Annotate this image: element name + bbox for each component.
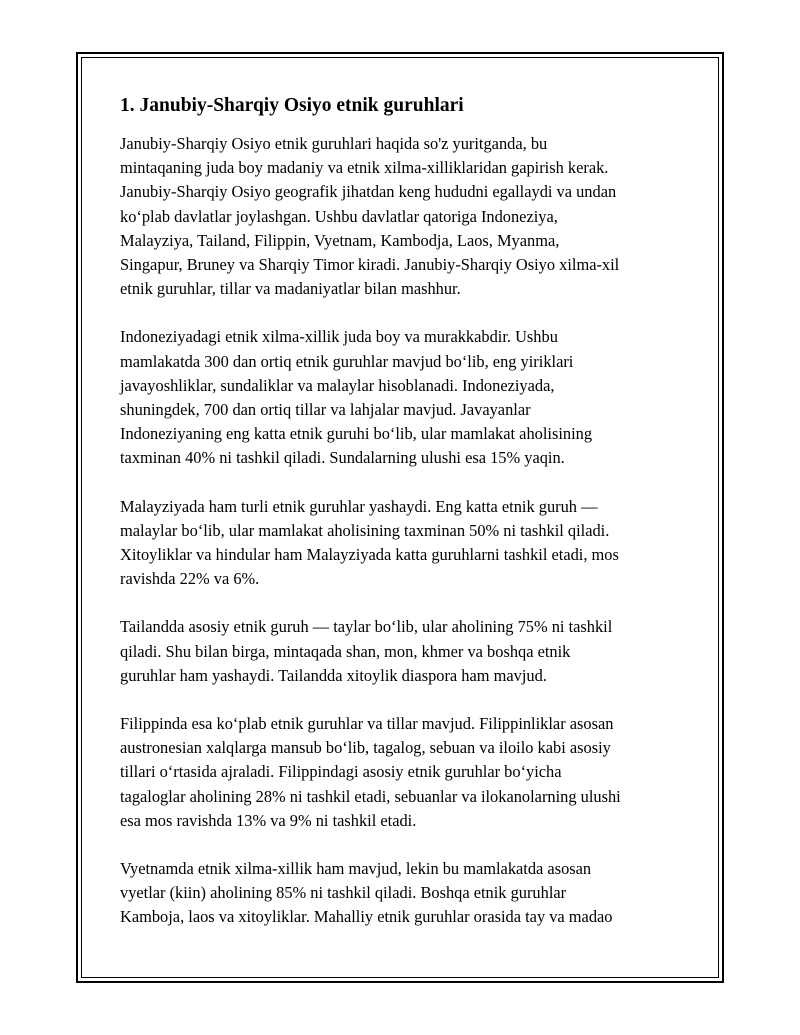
text-line: etnik guruhlar, tillar va madaniyatlar bilan mashhur. (120, 279, 461, 299)
page-border-outer (76, 52, 724, 983)
paragraph (120, 325, 685, 470)
text-line: tagaloglar aholining 28% ni tashkil etadi, sebuanlar va ilokanolarning ulushi (120, 786, 621, 806)
text-line: Indoneziyadagi etnik xilma-xillik juda boy va murakkabdir. Ushbu (120, 327, 558, 347)
text-line: Filippinda esa koʻplab etnik guruhlar va tillar mavjud. Filippinliklar asosan (120, 714, 614, 734)
text-line: Tailandda asosiy etnik guruh — taylar boʻlib, ular aholining 75% ni tashkil (120, 617, 613, 637)
text-line: Janubiy-Sharqiy Osiyo geografik jihatdan keng hududni egallaydi va undan (120, 182, 617, 202)
text-line: malaylar boʻlib, ular mamlakat aholisining taxminan 50% ni tashkil qiladi. (120, 520, 610, 540)
text-line: javayoshliklar, sundaliklar va malaylar hisoblanadi. Indoneziyada, (120, 375, 555, 395)
paragraph (120, 495, 685, 592)
text-line: guruhlar ham yashaydi. Tailandda xitoylik diaspora ham mavjud. (120, 665, 547, 685)
text-line: taxminan 40% ni tashkil qiladi. Sundalarning ulushi esa 15% yaqin. (120, 448, 565, 468)
text-line: esa mos ravishda 13% va 9% ni tashkil etadi. (120, 810, 417, 830)
text-line: tillari oʻrtasida ajraladi. Filippindagi asosiy etnik guruhlar boʻyicha (120, 762, 562, 782)
text-line: austronesian xalqlarga mansub boʻlib, tagalog, sebuan va iloilo kabi asosiy (120, 738, 611, 758)
text-line: vyetlar (kiin) aholining 85% ni tashkil qiladi. Boshqa etnik guruhlar (120, 883, 567, 903)
text-line: shuningdek, 700 dan ortiq tillar va lahjalar mavjud. Javayanlar (120, 400, 531, 420)
text-line: Janubiy-Sharqiy Osiyo etnik guruhlari haqida so'z yuritganda, bu (120, 134, 548, 153)
text-line: Singapur, Bruney va Sharqiy Timor kiradi. Janubiy-Sharqiy Osiyo xilma-xil (120, 255, 620, 275)
text-line: Kamboja, laos va xitoyliklar. Mahalliy etnik guruhlar orasida tay va madao (120, 907, 613, 927)
text-line: Xitoyliklar va hindular ham Malayziyada katta guruhlarni tashkil etadi, mos (120, 545, 619, 565)
text-line: mamlakatda 300 dan ortiq etnik guruhlar mavjud boʻlib, eng yiriklari (120, 351, 574, 371)
text-line: Malayziyada ham turli etnik guruhlar yashaydi. Eng katta etnik guruh — (120, 496, 598, 516)
paragraph (120, 712, 685, 833)
section-heading: 1. Janubiy-Sharqiy Osiyo etnik guruhlari (120, 95, 464, 116)
text-line: koʻplab davlatlar joylashgan. Ushbu davlatlar qatoriga Indoneziya, (120, 206, 558, 226)
document-body (120, 94, 685, 954)
text-line: qiladi. Shu bilan birga, mintaqada shan, mon, khmer va boshqa etnik (120, 641, 571, 661)
text-line: Indoneziyaning eng katta etnik guruhi boʻlib, ular mamlakat aholisining (120, 424, 593, 444)
text-line: mintaqaning juda boy madaniy va etnik xilma-xilliklaridan gapirish kerak. (120, 158, 609, 178)
paragraph-list (120, 132, 685, 930)
text-line: Vyetnamda etnik xilma-xillik ham mavjud, lekin bu mamlakatda asosan (120, 859, 592, 879)
paragraph (120, 857, 685, 930)
text-line: Malayziya, Tailand, Filippin, Vyetnam, Kambodja, Laos, Myanma, (120, 230, 560, 250)
paragraph (120, 132, 685, 301)
text-line: ravishda 22% va 6%. (120, 569, 260, 589)
paragraph (120, 615, 685, 688)
